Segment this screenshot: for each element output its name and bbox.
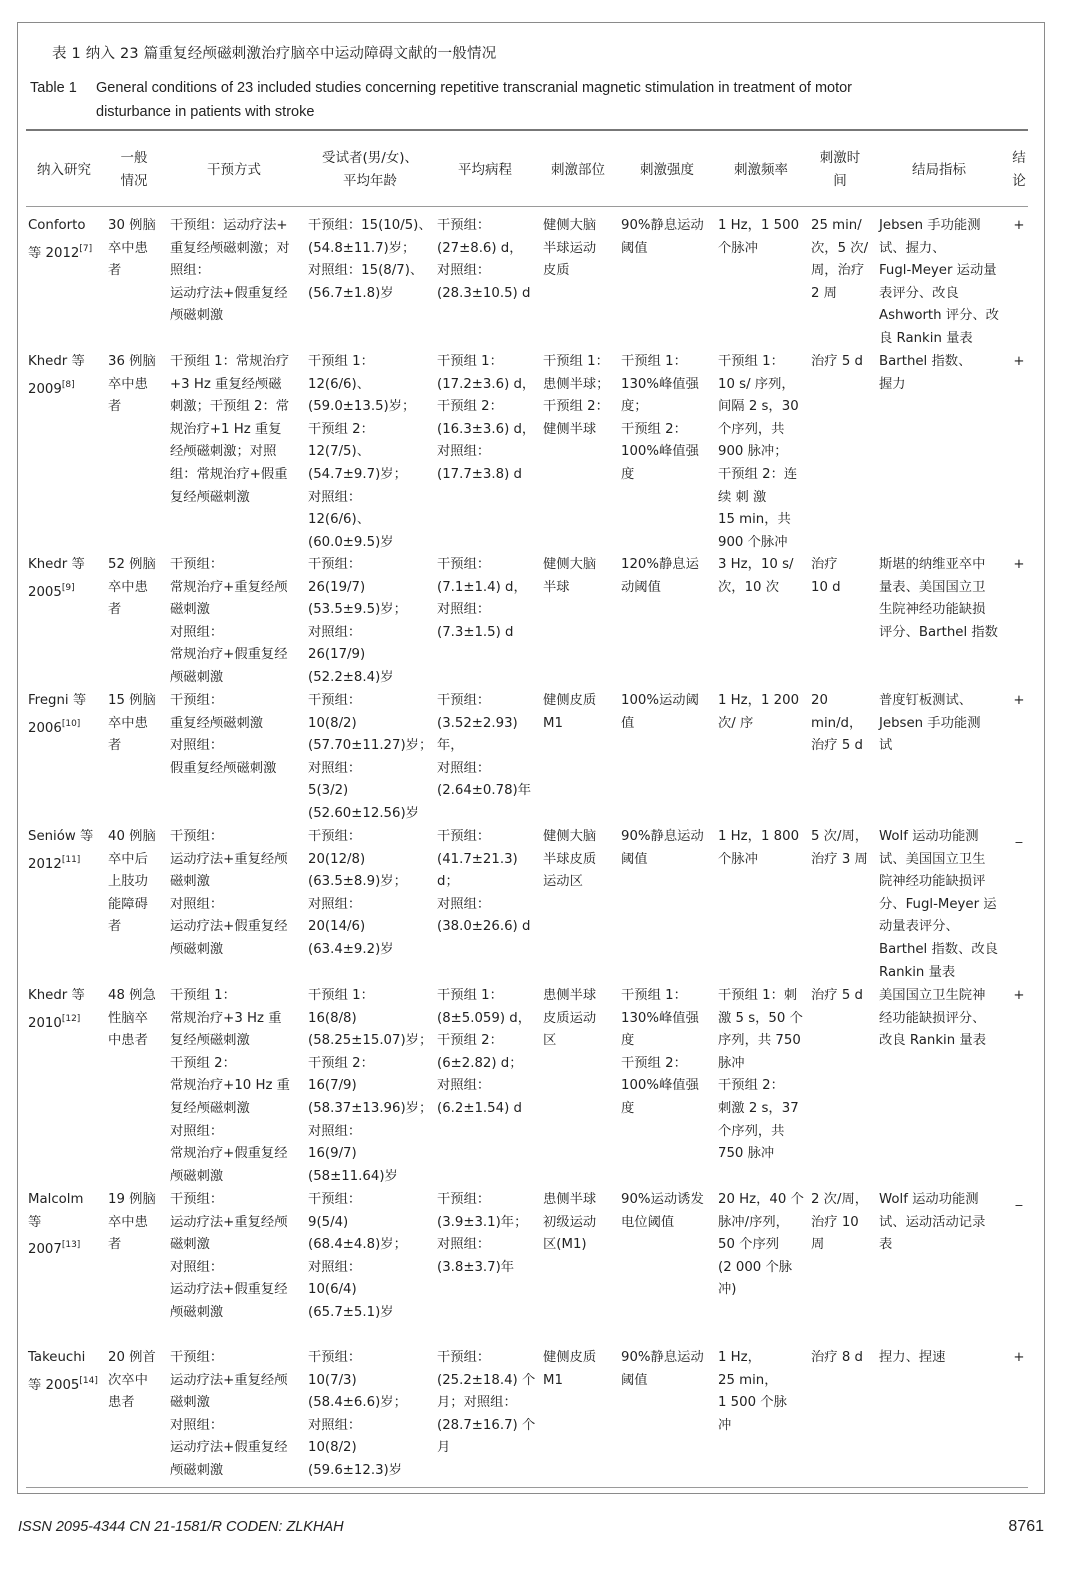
- frequency-cell: 1 Hz， 25 min， 1 500 个脉 冲: [718, 1350, 787, 1433]
- reference-superscript: [8]: [61, 379, 75, 390]
- reference-superscript: [7]: [79, 243, 93, 254]
- course-cell: 干预组 1： (8±5.059) d， 干预组 2： (6±2.82) d； 对照组： (6.2±1.54) d: [437, 988, 532, 1116]
- conclusion-cell: _: [1015, 1192, 1023, 1207]
- column-header: 结局指标: [912, 161, 966, 178]
- general-cell: 30 例脑 卒中患 者: [108, 218, 156, 279]
- site-cell: 健侧大脑 半球运动 皮质: [543, 218, 597, 279]
- outcome-cell: 普度钉板测试、 Jebsen 手功能测 试: [879, 693, 981, 754]
- study-cell: [28, 690, 106, 740]
- intensity-cell: 120%静息运 动阈值: [621, 557, 699, 595]
- time-cell: 治疗 8 d: [811, 1350, 863, 1365]
- column-header: 平均病程: [458, 161, 512, 178]
- intervention-cell: 干预组： 常规治疗+重复经颅 磁刺激 对照组： 常规治疗+假重复经 颅磁刺激: [170, 557, 288, 685]
- column-header: 刺激强度: [640, 161, 694, 178]
- site-cell: 健侧大脑 半球皮质 运动区: [543, 829, 597, 890]
- frequency-cell: 1 Hz，1 800 个脉冲: [718, 829, 800, 867]
- time-cell: 治疗 10 d: [811, 557, 841, 595]
- study-name: Takeuchi 等 2005: [28, 1350, 86, 1393]
- time-cell: 25 min/ 次，5 次/ 周，治疗 2 周: [811, 218, 869, 301]
- table-label-en: Table 1: [30, 80, 77, 96]
- course-cell: 干预组 1： (17.2±3.6) d， 干预组 2： (16.3±3.6) d， 对照组： (17.7±3.8) d: [437, 354, 536, 482]
- site-cell: 患侧半球 初级运动 区(M1): [543, 1192, 597, 1253]
- intervention-cell: 干预组： 运动疗法+重复经颅 磁刺激 对照组： 运动疗法+假重复经 颅磁刺激: [170, 1350, 288, 1478]
- course-cell: 干预组： (3.9±3.1)年； 对照组： (3.8±3.7)年: [437, 1192, 528, 1275]
- time-cell: 20 min/d， 治疗 5 d: [811, 693, 863, 754]
- outcome-cell: 捏力、捏速: [879, 1350, 946, 1365]
- course-cell: 干预组： (25.2±18.4) 个 月；对照组： (28.7±16.7) 个 月: [437, 1350, 536, 1456]
- intensity-cell: 90%运动诱发 电位阈值: [621, 1192, 704, 1230]
- study-cell: [28, 1189, 106, 1262]
- reference-superscript: [12]: [61, 1013, 81, 1024]
- frequency-cell: 3 Hz，10 s/ 次，10 次: [718, 557, 794, 595]
- course-cell: 干预组： (41.7±21.3) d； 对照组： (38.0±26.6) d: [437, 829, 531, 935]
- frequency-cell: 20 Hz，40 个 脉冲/序列， 50 个序列 (2 000 个脉 冲): [718, 1192, 804, 1298]
- intervention-cell: 干预组：运动疗法+ 重复经颅磁刺激；对 照组： 运动疗法+假重复经 颅磁刺激: [170, 218, 290, 324]
- study-name: Khedr 等 2005: [28, 557, 85, 600]
- study-cell: [28, 554, 106, 604]
- subjects-cell: 干预组 1： 12(6/6)、 (59.0±13.5)岁； 干预组 2： 12(7/5)、 (54.7±9.7)岁； 对照组： 12(6/6)、 (60.0±9.5)岁: [308, 354, 416, 550]
- study-name: Khedr 等 2009: [28, 354, 85, 397]
- reference-superscript: [11]: [61, 854, 81, 865]
- general-cell: 20 例首 次卒中 患者: [108, 1350, 156, 1411]
- table-top-rule: [26, 129, 1028, 131]
- subjects-cell: 干预组： 10(7/3) (58.4±6.6)岁； 对照组： 10(8/2) (59.6±12.3)岁: [308, 1350, 407, 1478]
- general-cell: 19 例脑 卒中患 者: [108, 1192, 156, 1253]
- subjects-cell: 干预组： 20(12/8) (63.5±8.9)岁； 对照组： 20(14/6) (63.4±9.2)岁: [308, 829, 407, 957]
- outcome-cell: Jebsen 手功能测 试、握力、 Fugl-Meyer 运动量 表评分、改良 Ashworth 评分、改 良 Rankin 量表: [879, 218, 999, 346]
- site-cell: 患侧半球 皮质运动 区: [543, 988, 597, 1049]
- intensity-cell: 90%静息运动 阈值: [621, 1350, 704, 1388]
- conclusion-cell: +: [1013, 218, 1025, 233]
- subjects-cell: 干预组： 10(8/2) (57.70±11.27)岁； 对照组： 5(3/2) (52.60±12.56)岁: [308, 693, 433, 821]
- study-name: Khedr 等 2010: [28, 988, 85, 1031]
- reference-superscript: [13]: [61, 1240, 81, 1251]
- frequency-cell: 1 Hz，1 500 个脉冲: [718, 218, 800, 256]
- intervention-cell: 干预组： 重复经颅磁刺激 对照组： 假重复经颅磁刺激: [170, 693, 277, 776]
- conclusion-cell: +: [1013, 354, 1025, 369]
- column-header: 刺激频率: [734, 161, 788, 178]
- conclusion-cell: +: [1013, 988, 1025, 1003]
- column-header: 一般 情况: [120, 150, 148, 189]
- reference-superscript: [9]: [61, 582, 75, 593]
- study-name: Malcolm 等 2007: [28, 1192, 84, 1258]
- site-cell: 干预组 1： 患侧半球； 干预组 2： 健侧半球: [543, 354, 610, 437]
- conclusion-cell: _: [1015, 829, 1023, 844]
- reference-superscript: [10]: [61, 718, 81, 729]
- subjects-cell: 干预组：15(10/5)、 (54.8±11.7)岁； 对照组：15(8/7)、 (56.7±1.8)岁: [308, 218, 432, 301]
- column-header: 结 论: [1012, 150, 1026, 189]
- subjects-cell: 干预组 1： 16(8/8) (58.25±15.07)岁； 干预组 2： 16(7/9) (58.37±13.96)岁； 对照组： 16(9/7) (58±11.64)岁: [308, 988, 433, 1184]
- general-cell: 40 例脑 卒中后 上肢功 能障碍 者: [108, 829, 156, 935]
- outcome-cell: Barthel 指数、 握力: [879, 354, 972, 392]
- column-header: 纳入研究: [37, 161, 91, 178]
- intensity-cell: 100%运动阈 值: [621, 693, 699, 731]
- caption-en-line2: disturbance in patients with stroke: [96, 104, 315, 120]
- general-cell: 52 例脑 卒中患 者: [108, 557, 156, 618]
- conclusion-cell: +: [1013, 693, 1025, 708]
- intervention-cell: 干预组： 运动疗法+重复经颅 磁刺激 对照组： 运动疗法+假重复经 颅磁刺激: [170, 1192, 288, 1320]
- column-header: 刺激时 间: [819, 150, 861, 189]
- subjects-cell: 干预组： 26(19/7) (53.5±9.5)岁； 对照组： 26(17/9) (52.2±8.4)岁: [308, 557, 407, 685]
- study-cell: [28, 985, 106, 1035]
- study-cell: [28, 351, 106, 401]
- frequency-cell: 干预组 1： 10 s/ 序列， 间隔 2 s，30 个序列，共 900 脉冲； 干预组 2：连 续 刺 激 15 min，共 900 个脉冲: [718, 354, 799, 550]
- general-cell: 36 例脑 卒中患 者: [108, 354, 156, 415]
- intervention-cell: 干预组： 运动疗法+重复经颅 磁刺激 对照组： 运动疗法+假重复经 颅磁刺激: [170, 829, 288, 957]
- study-name: Conforto 等 2012: [28, 218, 86, 261]
- table-caption-en: [30, 76, 990, 124]
- conclusion-cell: +: [1013, 1350, 1025, 1365]
- time-cell: 治疗 5 d: [811, 988, 863, 1003]
- column-header: 受试者(男/女)、 平均年龄: [321, 150, 419, 189]
- site-cell: 健侧皮质 M1: [543, 1350, 597, 1388]
- intensity-cell: 90%静息运动 阈值: [621, 829, 704, 867]
- outcome-cell: 美国国立卫生院神 经功能缺损评分、 改良 Rankin 量表: [879, 988, 986, 1049]
- table-bottom-rule: [26, 1487, 1028, 1488]
- reference-superscript: [14]: [79, 1375, 98, 1386]
- study-cell: [28, 215, 106, 265]
- time-cell: 治疗 5 d: [811, 354, 863, 369]
- general-cell: 48 例急 性脑卒 中患者: [108, 988, 156, 1049]
- time-cell: 2 次/周， 治疗 10 周: [811, 1192, 869, 1253]
- column-header: 刺激部位: [551, 161, 605, 178]
- time-cell: 5 次/周， 治疗 3 周: [811, 829, 869, 867]
- intensity-cell: 干预组 1： 130%峰值强 度 干预组 2： 100%峰值强 度: [621, 988, 699, 1116]
- study-name: Seniów 等 2012: [28, 829, 94, 872]
- intervention-cell: 干预组 1：常规治疗 +3 Hz 重复经颅磁 刺激；干预组 2：常 规治疗+1 Hz 重复 经颅磁刺激；对照 组：常规治疗+假重 复经颅磁刺激: [170, 354, 290, 505]
- column-header: 干预方式: [207, 161, 261, 178]
- frequency-cell: 1 Hz，1 200 次/ 序: [718, 693, 800, 731]
- table-header-rule: [26, 206, 1028, 207]
- footer-issn: ISSN 2095-4344 CN 21-1581/R CODEN: ZLKHAH: [18, 1519, 344, 1535]
- general-cell: 15 例脑 卒中患 者: [108, 693, 156, 754]
- outcome-cell: Wolf 运动功能测 试、运动活动记录 表: [879, 1192, 986, 1253]
- intensity-cell: 干预组 1： 130%峰值强 度； 干预组 2： 100%峰值强 度: [621, 354, 699, 482]
- site-cell: 健侧大脑 半球: [543, 557, 597, 595]
- site-cell: 健侧皮质 M1: [543, 693, 597, 731]
- course-cell: 干预组： (3.52±2.93)年， 对照组： (2.64±0.78)年: [437, 693, 532, 799]
- study-cell: [28, 1347, 106, 1397]
- subjects-cell: 干预组： 9(5/4) (68.4±4.8)岁； 对照组： 10(6/4) (65.7±5.1)岁: [308, 1192, 407, 1320]
- caption-en-line1: General conditions of 23 included studies concerning repetitive transcranial magnetic stimulation in treatment of motor: [96, 80, 853, 96]
- intensity-cell: 90%静息运动 阈值: [621, 218, 704, 256]
- course-cell: 干预组： (7.1±1.4) d， 对照组： (7.3±1.5) d: [437, 557, 527, 640]
- study-cell: [28, 826, 106, 876]
- outcome-cell: 斯堪的纳维亚卒中 量表、美国国立卫 生院神经功能缺损 评分、Barthel 指数: [879, 557, 998, 640]
- study-name: Fregni 等 2006: [28, 693, 87, 736]
- page-number: 8761: [1008, 1518, 1044, 1535]
- outcome-cell: Wolf 运动功能测 试、美国国立卫生 院神经功能缺损评 分、Fugl-Meyer 运 动量表评分、 Barthel 指数、改良 Rankin 量表: [879, 829, 998, 980]
- conclusion-cell: +: [1013, 557, 1025, 572]
- frequency-cell: 干预组 1：刺 激 5 s，50 个 序列，共 750 脉冲 干预组 2： 刺激 2 s，37 个序列，共 750 脉冲: [718, 988, 803, 1162]
- intervention-cell: 干预组 1： 常规治疗+3 Hz 重 复经颅磁刺激 干预组 2： 常规治疗+10 Hz 重 复经颅磁刺激 对照组： 常规治疗+假重复经 颅磁刺激: [170, 988, 290, 1184]
- table-caption-cn: 表 1 纳入 23 篇重复经颅磁刺激治疗脑卒中运动障碍文献的一般情况: [52, 46, 497, 62]
- course-cell: 干预组： (27±8.6) d， 对照组： (28.3±10.5) d: [437, 218, 531, 301]
